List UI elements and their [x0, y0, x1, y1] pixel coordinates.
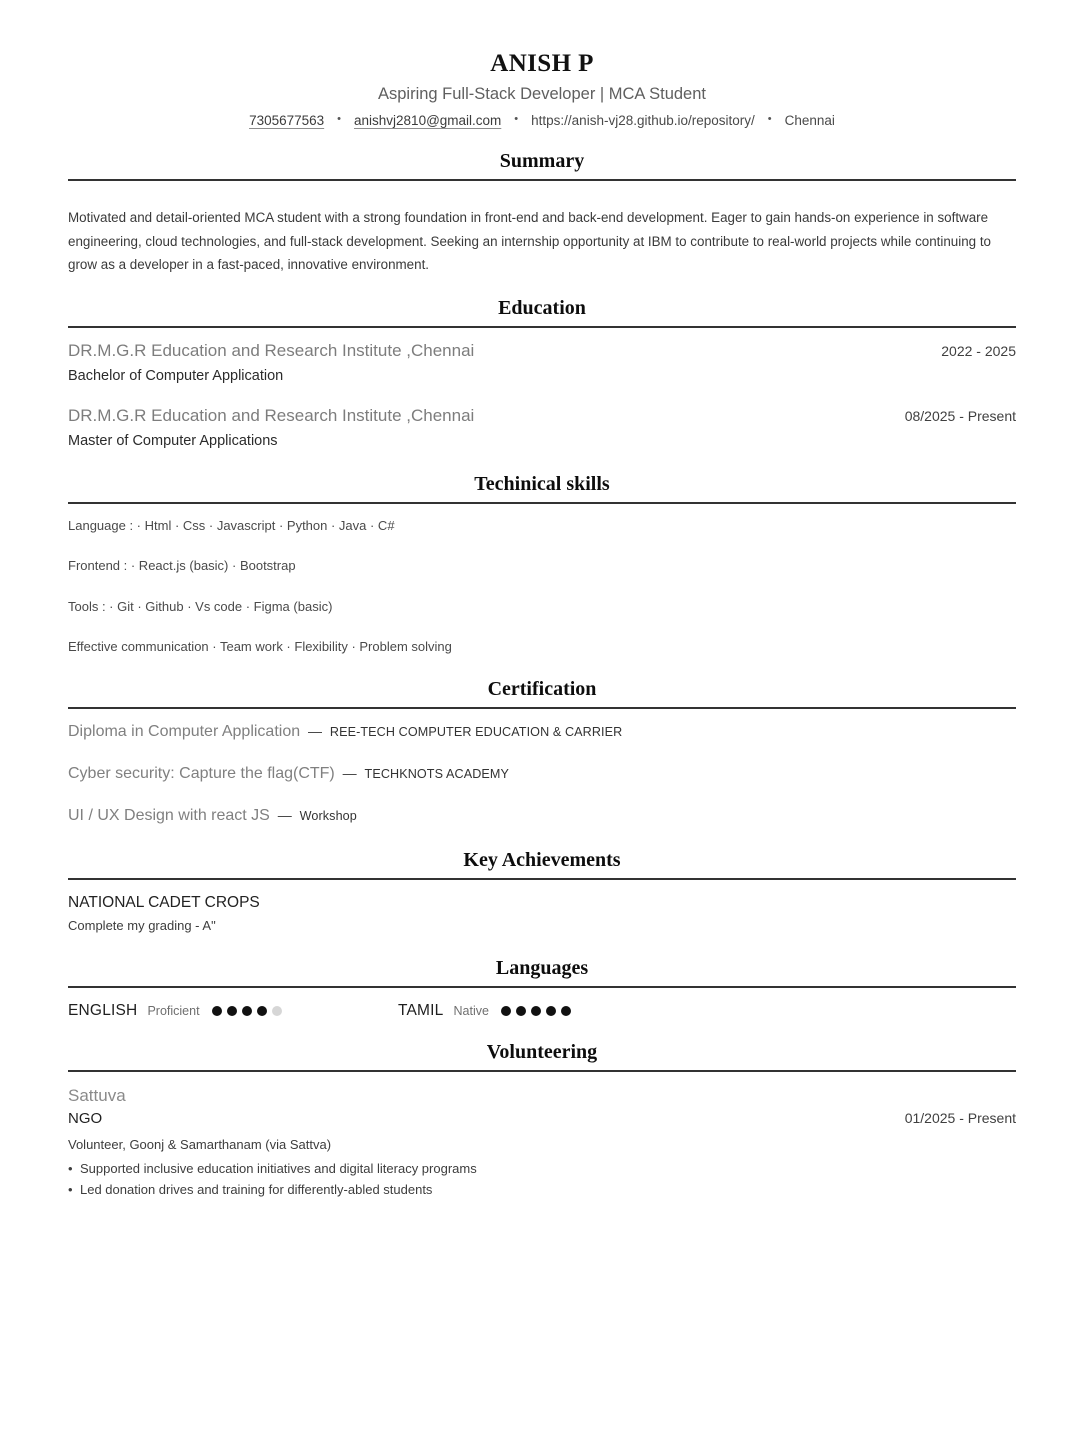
language-name: TAMIL [398, 1001, 444, 1019]
volunteering-date: 01/2025 - Present [904, 1109, 1016, 1126]
skill-line: Effective communication · Team work · Flexibility · Problem solving [68, 639, 452, 655]
skill-line: Frontend : · React.js (basic) · Bootstrap [68, 558, 296, 574]
section-divider [68, 502, 1016, 504]
summary-body [68, 191, 1016, 276]
volunteering-body [68, 1082, 1016, 1200]
education-entry-header [68, 340, 1016, 363]
languages-body [68, 998, 1016, 1020]
section-title-key-achievements: Key Achievements [463, 848, 621, 871]
section-divider [68, 878, 1016, 880]
dot-filled-icon [227, 1006, 237, 1016]
section-volunteering [68, 1040, 1016, 1200]
certification-dash: — [273, 807, 296, 824]
language-name: ENGLISH [68, 1001, 138, 1019]
section-divider [68, 986, 1016, 988]
certification-item [68, 805, 1016, 827]
language-proficiency-dots [501, 1006, 571, 1016]
dot-filled-icon [516, 1006, 526, 1016]
education-degree: Master of Computer Applications [68, 432, 278, 449]
education-date: 2022 - 2025 [941, 342, 1016, 359]
volunteering-role: NGO [68, 1109, 103, 1127]
language-item [398, 1002, 728, 1020]
section-education [68, 296, 1016, 452]
education-body [68, 338, 1016, 452]
education-degree: Bachelor of Computer Application [68, 367, 284, 384]
section-divider [68, 1070, 1016, 1072]
contact-separator: • [337, 113, 342, 126]
section-certification [68, 677, 1016, 828]
section-title-volunteering: Volunteering [486, 1040, 598, 1063]
dot-filled-icon [257, 1006, 267, 1016]
dot-empty-icon [272, 1006, 282, 1016]
contact-text: https://anish-vj28.github.io/repository/ [531, 112, 755, 128]
skill-line: Tools : · Git · Github · Vs code · Figma (basic) [68, 598, 333, 614]
certification-name: Cyber security: Capture the flag(CTF) [68, 764, 335, 782]
volunteering-bullet: • Led donation drives and training for differently-abled students [68, 1179, 1016, 1200]
education-entry [68, 405, 1016, 452]
certification-dash: — [338, 764, 361, 781]
volunteering-bullet-list [68, 1158, 1016, 1200]
dot-filled-icon [561, 1006, 571, 1016]
language-item [68, 1002, 398, 1020]
certification-issuer: TECHKNOTS ACADEMY [364, 766, 509, 781]
contact-separator: • [767, 113, 772, 126]
technical-skills-body [68, 514, 1016, 657]
section-key-achievements [68, 848, 1016, 936]
language-row [68, 1000, 1016, 1020]
certification-name: Diploma in Computer Application [68, 722, 301, 740]
dot-filled-icon [531, 1006, 541, 1016]
achievement-title: NATIONAL CADET CROPS [68, 893, 260, 911]
volunteering-bullet: • Supported inclusive education initiatives and digital literacy programs [68, 1158, 1016, 1179]
section-divider [68, 179, 1016, 181]
dot-filled-icon [546, 1006, 556, 1016]
education-organization: DR.M.G.R Education and Research Institute ,Chennai [68, 405, 475, 425]
dot-filled-icon [242, 1006, 252, 1016]
certification-issuer: Workshop [299, 809, 357, 824]
section-divider [68, 326, 1016, 328]
contact-link[interactable]: 7305677563 [249, 112, 325, 128]
language-level: Proficient [147, 1003, 200, 1018]
candidate-name: ANISH P [490, 50, 594, 77]
education-entry-header [68, 405, 1016, 428]
achievement-description: Complete my grading - A" [68, 918, 216, 934]
section-summary [68, 149, 1016, 276]
language-proficiency-dots [212, 1006, 282, 1016]
candidate-headline: Aspiring Full-Stack Developer | MCA Student [377, 84, 706, 103]
dot-filled-icon [501, 1006, 511, 1016]
certification-issuer: REE-TECH COMPUTER EDUCATION & CARRIER [329, 724, 623, 739]
certification-dash: — [304, 722, 326, 739]
achievement-item [68, 892, 1016, 936]
education-entry [68, 340, 1016, 387]
language-level: Native [453, 1003, 489, 1018]
contact-separator: • [514, 113, 519, 126]
contact-text: Chennai [784, 112, 835, 128]
summary-text: Motivated and detail-oriented MCA student with a strong foundation in front-end and back-end development. Eager to gain hands-on experience in software engineering, cloud technologies, and full-stack development. Seeking an internship opportunity at IBM to contribute to real-world projects while continuing to grow as a developer in a fast-paced, innovative environment. [68, 210, 992, 272]
section-technical-skills [68, 472, 1016, 657]
volunteering-organization: Sattuva [68, 1085, 126, 1105]
section-languages [68, 956, 1016, 1020]
section-title-certification: Certification [487, 677, 597, 700]
certification-name: UI / UX Design with react JS [68, 807, 270, 825]
certification-item [68, 763, 1016, 785]
skill-line: Language : · Html · Css · Javascript · Python · Java · C# [68, 517, 395, 533]
volunteering-subtitle: Volunteer, Goonj & Samarthanam (via Sattva) [68, 1136, 332, 1152]
contact-link[interactable]: anishvj2810@gmail.com [354, 112, 502, 128]
volunteering-entry [68, 1084, 1016, 1200]
volunteering-role-row [68, 1110, 1016, 1127]
section-title-education: Education [498, 296, 586, 319]
certification-body [68, 719, 1016, 828]
section-title-languages: Languages [495, 956, 589, 979]
resume-header [68, 44, 1016, 129]
dot-filled-icon [212, 1006, 222, 1016]
key-achievements-body [68, 890, 1016, 936]
contact-line [68, 112, 1016, 130]
education-organization: DR.M.G.R Education and Research Institute ,Chennai [68, 340, 475, 360]
section-title-technical-skills: Techinical skills [474, 472, 610, 495]
section-title-summary: Summary [499, 150, 585, 173]
education-date: 08/2025 - Present [904, 407, 1016, 424]
section-divider [68, 707, 1016, 709]
certification-item [68, 721, 1016, 743]
